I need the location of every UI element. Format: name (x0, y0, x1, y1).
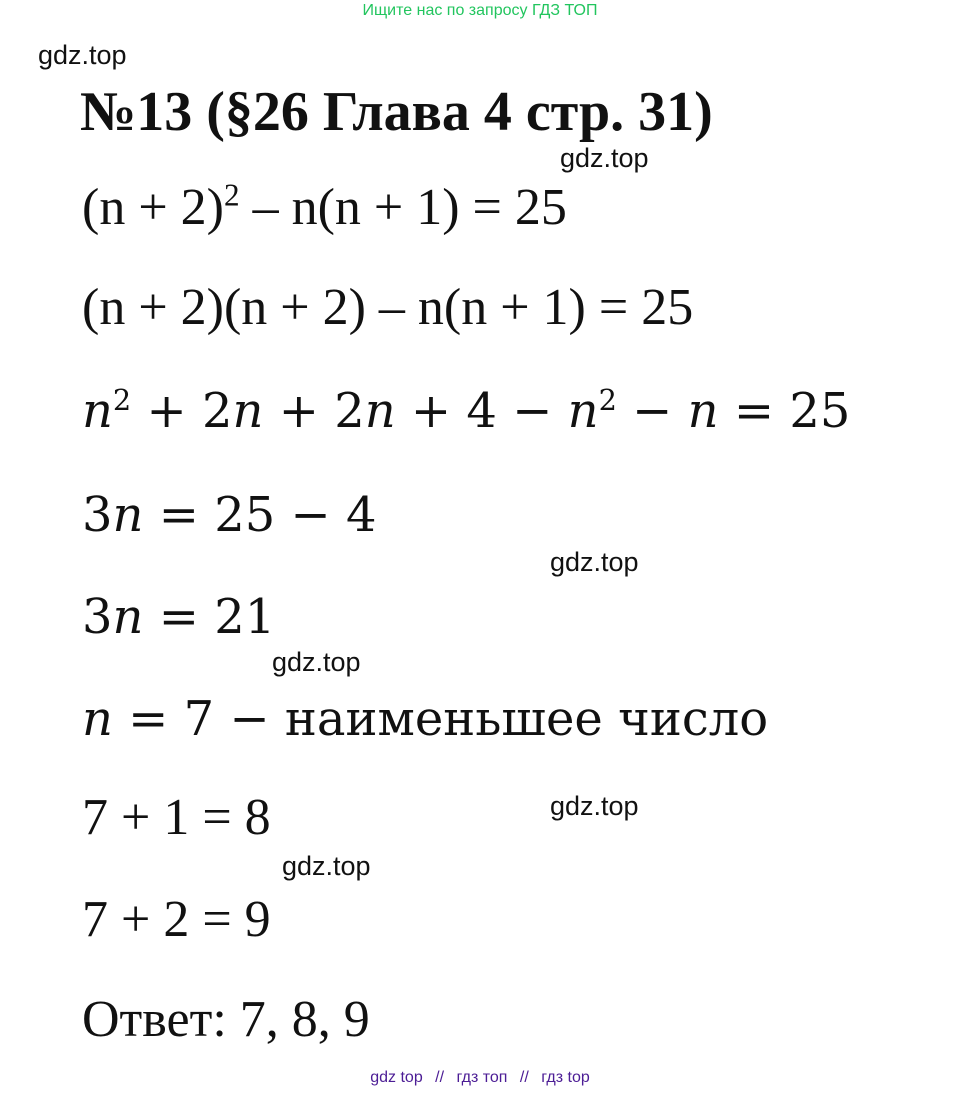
footer-separator: // (435, 1069, 445, 1086)
watermark: gdz.top (38, 40, 127, 70)
equation-line-2: (n + 2)(n + 2) – n(n + 1) = 25 (82, 279, 694, 336)
equation-line-7: 7 + 1 = 8 (82, 789, 271, 846)
watermark: gdz.top (272, 647, 361, 677)
answer-line: Ответ: 7, 8, 9 (82, 991, 370, 1048)
equation-line-8: 7 + 2 = 9 (82, 891, 271, 948)
watermark: gdz.top (282, 851, 371, 881)
footer-link-gdz-top-mixed[interactable]: гдз top (541, 1069, 590, 1086)
watermark: gdz.top (550, 791, 639, 821)
watermark: gdz.top (550, 547, 639, 577)
watermark: gdz.top (560, 143, 649, 173)
equation-line-3: $n^2 + 2n + 2n + 4 - n^2 - n = 25$ (82, 383, 851, 439)
footer-separator: // (519, 1069, 529, 1086)
equation-line-6: n = 7 − наименьшее число (82, 691, 769, 747)
footer-link-gdz-top[interactable]: gdz top (370, 1069, 423, 1086)
equation-line-4: 3n = 25 − 4 (82, 487, 377, 543)
equation-line-5: 3n = 21 (82, 589, 276, 645)
footer-links (0, 1069, 960, 1087)
search-banner[interactable]: Ищите нас по запросу ГДЗ ТОП (362, 2, 598, 19)
problem-title: №13 (§26 Глава 4 стр. 31) (80, 81, 713, 143)
footer-link-gdz-top-ru[interactable]: гдз топ (456, 1069, 508, 1086)
equation-line-1: $(n + 2)^2 - n(n + 1) = 25$ (82, 177, 567, 236)
